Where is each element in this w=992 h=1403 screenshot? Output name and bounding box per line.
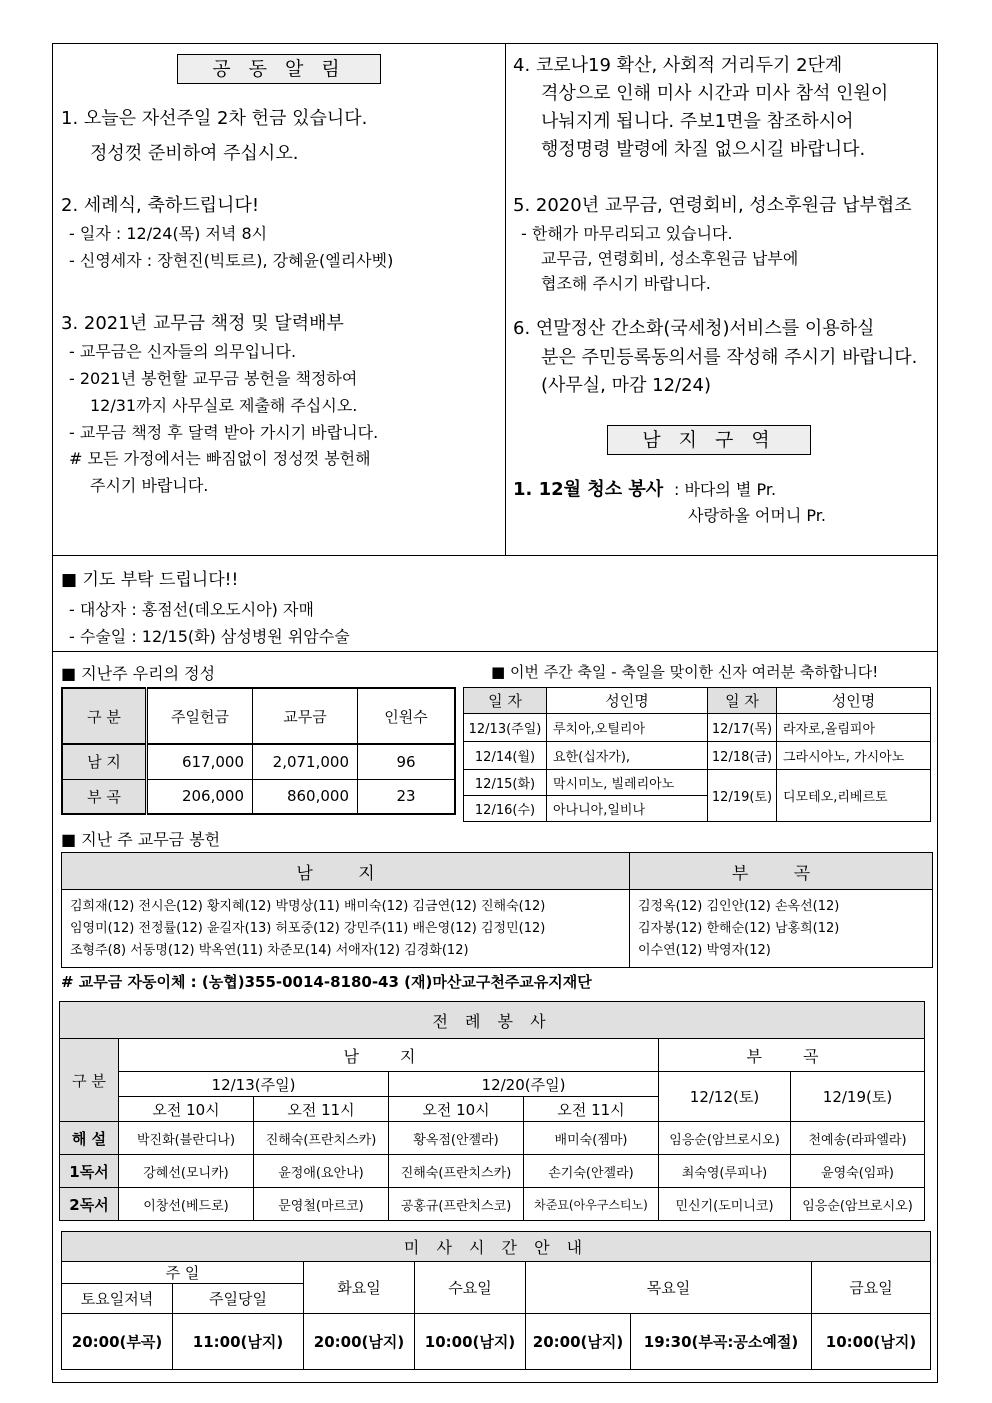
dues-title: ■ 지난 주 교무금 봉헌 xyxy=(61,830,221,849)
feast-saint: 루치아,오틸리아 xyxy=(547,714,708,742)
liturgy-time: 오전 10시 xyxy=(389,1097,524,1122)
feast-saint: 막시미노, 빌레리아노 xyxy=(547,770,708,796)
offering-header-gubun: 구 분 xyxy=(62,688,147,744)
liturgy-cell: 진해숙(프란치스카) xyxy=(389,1155,524,1188)
notice-6-line2: 분은 주민등록동의서를 작성해 주시기 바랍니다. xyxy=(541,347,918,368)
mass-time: 10:00(남지) xyxy=(415,1314,526,1370)
prayer-line1: - 대상자 : 홍점선(데오도시아) 자매 xyxy=(69,600,314,619)
dues-namji-line: 김희재(12) 전시은(12) 황지혜(12) 박명상(11) 배미숙(12) 김금연(12) 진해숙(12) xyxy=(70,898,546,914)
offering-cell: 23 xyxy=(358,779,456,814)
liturgy-cell: 천예송(라파엘라) xyxy=(791,1122,925,1155)
notice-1-line1: 1. 오늘은 자선주일 2차 헌금 있습니다. xyxy=(61,108,368,129)
liturgy-cell: 황옥점(안젤라) xyxy=(389,1122,524,1155)
feast-saint: 그라시아노, 가시아노 xyxy=(777,742,931,770)
liturgy-table xyxy=(59,1001,925,1221)
dues-col-namji: 남 지 xyxy=(62,853,630,890)
notice-3-line2: - 2021년 봉헌할 교무금 봉헌을 책정하여 xyxy=(69,369,358,388)
notice-3-line1: - 교무금은 신자들의 의무입니다. xyxy=(69,342,297,361)
notice-4-line3: 나눠지게 됩니다. 주보1면을 참조하시어 xyxy=(541,111,854,132)
feast-saint: 디모테오,리베르토 xyxy=(777,770,931,822)
mass-time: 20:00(부곡) xyxy=(62,1314,173,1370)
liturgy-cell: 이창선(베드로) xyxy=(119,1188,254,1221)
liturgy-time: 오전 11시 xyxy=(524,1097,659,1122)
prayer-line2: - 수술일 : 12/15(화) 삼성병원 위암수술 xyxy=(69,627,350,646)
liturgy-gubun: 구 분 xyxy=(60,1039,119,1122)
area-1-line1: : 바다의 별 Pr. xyxy=(674,480,777,499)
dues-col-bugok: 부 곡 xyxy=(630,853,933,890)
offering-cell: 617,000 xyxy=(147,744,253,779)
offering-header-count: 인원수 xyxy=(358,688,456,744)
mass-thu: 목요일 xyxy=(526,1262,812,1314)
notice-3-line6: 주시기 바랍니다. xyxy=(90,476,209,495)
liturgy-cell: 차준묘(아우구스티노) xyxy=(524,1188,659,1221)
notice-3-line3: 12/31까지 사무실로 제출해 주십시오. xyxy=(90,396,358,415)
liturgy-cell: 문영철(마르코) xyxy=(254,1188,389,1221)
notice-5-line1: - 한해가 마무리되고 있습니다. xyxy=(521,224,733,243)
feast-title: ■ 이번 주간 축일 - 축일을 맞이한 신자 여러분 축하합니다! xyxy=(491,663,879,681)
liturgy-role: 2독서 xyxy=(60,1188,119,1221)
liturgy-cell: 진해숙(프란치스카) xyxy=(254,1122,389,1155)
feast-date: 12/14(월) xyxy=(464,742,547,770)
prayer-title: ■ 기도 부탁 드립니다!! xyxy=(61,570,239,590)
dues-namji-line: 임영미(12) 전정률(12) 윤길자(13) 허포중(12) 강민주(11) 배은영(12) 김정민(12) xyxy=(70,920,546,936)
liturgy-cell: 임응순(암브로시오) xyxy=(791,1188,925,1221)
mass-time: 19:30(부곡:공소예절) xyxy=(631,1314,812,1370)
feast-date: 12/16(수) xyxy=(464,796,547,822)
liturgy-title: 전 례 봉 사 xyxy=(60,1002,925,1039)
notice-5-head: 5. 2020년 교무금, 연령회비, 성소후원금 납부협조 xyxy=(513,195,912,216)
notice-3-line4: - 교무금 책정 후 달력 받아 가시기 바랍니다. xyxy=(69,423,379,442)
dues-bugok-line: 김정옥(12) 김인안(12) 손옥선(12) xyxy=(638,898,840,914)
dues-bugok-line: 이수연(12) 박영자(12) xyxy=(638,942,771,958)
column-divider xyxy=(505,43,506,556)
notice-4-line4: 행정명령 발령에 차질 없으시길 바랍니다. xyxy=(541,139,866,160)
mass-title: 미 사 시 간 안 내 xyxy=(62,1232,931,1262)
liturgy-time: 오전 10시 xyxy=(119,1097,254,1122)
feast-date: 12/13(주일) xyxy=(464,714,547,742)
notice-5-line2: 교무금, 연령회비, 성소후원금 납부에 xyxy=(541,249,799,268)
liturgy-date: 12/12(토) xyxy=(659,1072,791,1122)
notice-3-head: 3. 2021년 교무금 책정 및 달력배부 xyxy=(61,313,344,334)
offering-cell: 860,000 xyxy=(253,779,358,814)
offering-header-dues: 교무금 xyxy=(253,688,358,744)
dues-bugok-line: 김자봉(12) 한해순(12) 남홍희(12) xyxy=(638,920,840,936)
mass-time: 10:00(남지) xyxy=(812,1314,931,1370)
mass-sat-eve: 토요일저녁 xyxy=(62,1284,173,1314)
mass-wed: 수요일 xyxy=(415,1262,526,1314)
notice-2-line2: - 신영세자 : 장현진(빅토르), 강혜윤(엘리사벳) xyxy=(69,251,394,270)
liturgy-cell: 배미숙(젬마) xyxy=(524,1122,659,1155)
dues-bugok-cell xyxy=(630,890,933,968)
mass-table xyxy=(61,1231,931,1370)
liturgy-cell: 임응순(암브로시오) xyxy=(659,1122,791,1155)
liturgy-time: 오전 11시 xyxy=(254,1097,389,1122)
notice-4-line2: 격상으로 인해 미사 시간과 미사 참석 인원이 xyxy=(541,83,889,104)
liturgy-role: 해 설 xyxy=(60,1122,119,1155)
notice-4-line1: 4. 코로나19 확산, 사회적 거리두기 2단계 xyxy=(513,55,843,76)
mass-time: 20:00(남지) xyxy=(526,1314,631,1370)
offering-title: ■ 지난주 우리의 정성 xyxy=(61,664,216,683)
feast-header: 일 자 xyxy=(708,688,777,714)
feast-header: 일 자 xyxy=(464,688,547,714)
divider-top xyxy=(52,555,938,556)
liturgy-cell: 손기숙(안젤라) xyxy=(524,1155,659,1188)
notice-3-line5: # 모든 가정에서는 빠짐없이 정성껏 봉헌해 xyxy=(69,449,371,468)
area-1-head: 1. 12월 청소 봉사 xyxy=(513,479,664,500)
liturgy-namji: 남 지 xyxy=(119,1039,659,1072)
feast-date: 12/19(토) xyxy=(708,770,777,822)
offering-table xyxy=(61,687,456,815)
feast-saint: 아나니아,일비나 xyxy=(547,796,708,822)
notice-1-line2: 정성껏 준비하여 주십시오. xyxy=(90,143,299,164)
notice-title: 공 동 알 림 xyxy=(177,54,381,84)
dues-autopay: # 교무금 자동이체 : (농협)355-0014-8180-43 (재)마산교구천주교유지재단 xyxy=(61,973,592,991)
offering-row-label: 부 곡 xyxy=(62,779,147,814)
notice-6-line3: (사무실, 마감 12/24) xyxy=(541,375,712,396)
liturgy-date: 12/19(토) xyxy=(791,1072,925,1122)
liturgy-cell: 박진화(블란디나) xyxy=(119,1122,254,1155)
liturgy-date: 12/20(주일) xyxy=(389,1072,659,1097)
liturgy-cell: 민신기(도미니코) xyxy=(659,1188,791,1221)
mass-fri: 금요일 xyxy=(812,1262,931,1314)
liturgy-cell: 강혜선(모니카) xyxy=(119,1155,254,1188)
dues-namji-line: 조형주(8) 서동명(12) 박옥연(11) 차준모(14) 서애자(12) 김경화(12) xyxy=(70,942,469,958)
notice-2-line1: - 일자 : 12/24(목) 저녁 8시 xyxy=(69,224,268,243)
feast-table xyxy=(463,687,931,822)
liturgy-cell: 공홍규(프란치스코) xyxy=(389,1188,524,1221)
feast-header: 성인명 xyxy=(547,688,708,714)
offering-cell: 2,071,000 xyxy=(253,744,358,779)
mass-sunday: 주 일 xyxy=(62,1262,304,1284)
mass-time: 11:00(남지) xyxy=(173,1314,304,1370)
notice-5-line3: 협조해 주시기 바랍니다. xyxy=(541,274,711,293)
liturgy-date: 12/13(주일) xyxy=(119,1072,389,1097)
offering-row-label: 남 지 xyxy=(62,744,147,779)
feast-saint: 요한(십자가), xyxy=(547,742,708,770)
mass-time: 20:00(남지) xyxy=(304,1314,415,1370)
liturgy-cell: 최숙영(루피나) xyxy=(659,1155,791,1188)
feast-date: 12/17(목) xyxy=(708,714,777,742)
liturgy-cell: 윤영숙(임파) xyxy=(791,1155,925,1188)
dues-namji-cell xyxy=(62,890,630,968)
liturgy-role: 1독서 xyxy=(60,1155,119,1188)
notice-2-head: 2. 세례식, 축하드립니다! xyxy=(61,195,260,216)
feast-header: 성인명 xyxy=(777,688,931,714)
divider-prayer xyxy=(52,651,938,652)
area-1-line2: 사랑하올 어머니 Pr. xyxy=(688,506,826,525)
offering-header-sunday: 주일헌금 xyxy=(147,688,253,744)
feast-date: 12/15(화) xyxy=(464,770,547,796)
liturgy-cell: 윤정애(요안나) xyxy=(254,1155,389,1188)
mass-sun-day: 주일당일 xyxy=(173,1284,304,1314)
feast-date: 12/18(금) xyxy=(708,742,777,770)
mass-tue: 화요일 xyxy=(304,1262,415,1314)
area-title: 남 지 구 역 xyxy=(607,425,811,455)
offering-cell: 96 xyxy=(358,744,456,779)
feast-saint: 라자로,올림피아 xyxy=(777,714,931,742)
dues-table xyxy=(61,852,933,968)
offering-cell: 206,000 xyxy=(147,779,253,814)
liturgy-bugok: 부 곡 xyxy=(659,1039,925,1072)
notice-6-line1: 6. 연말정산 간소화(국세청)서비스를 이용하실 xyxy=(513,318,875,339)
